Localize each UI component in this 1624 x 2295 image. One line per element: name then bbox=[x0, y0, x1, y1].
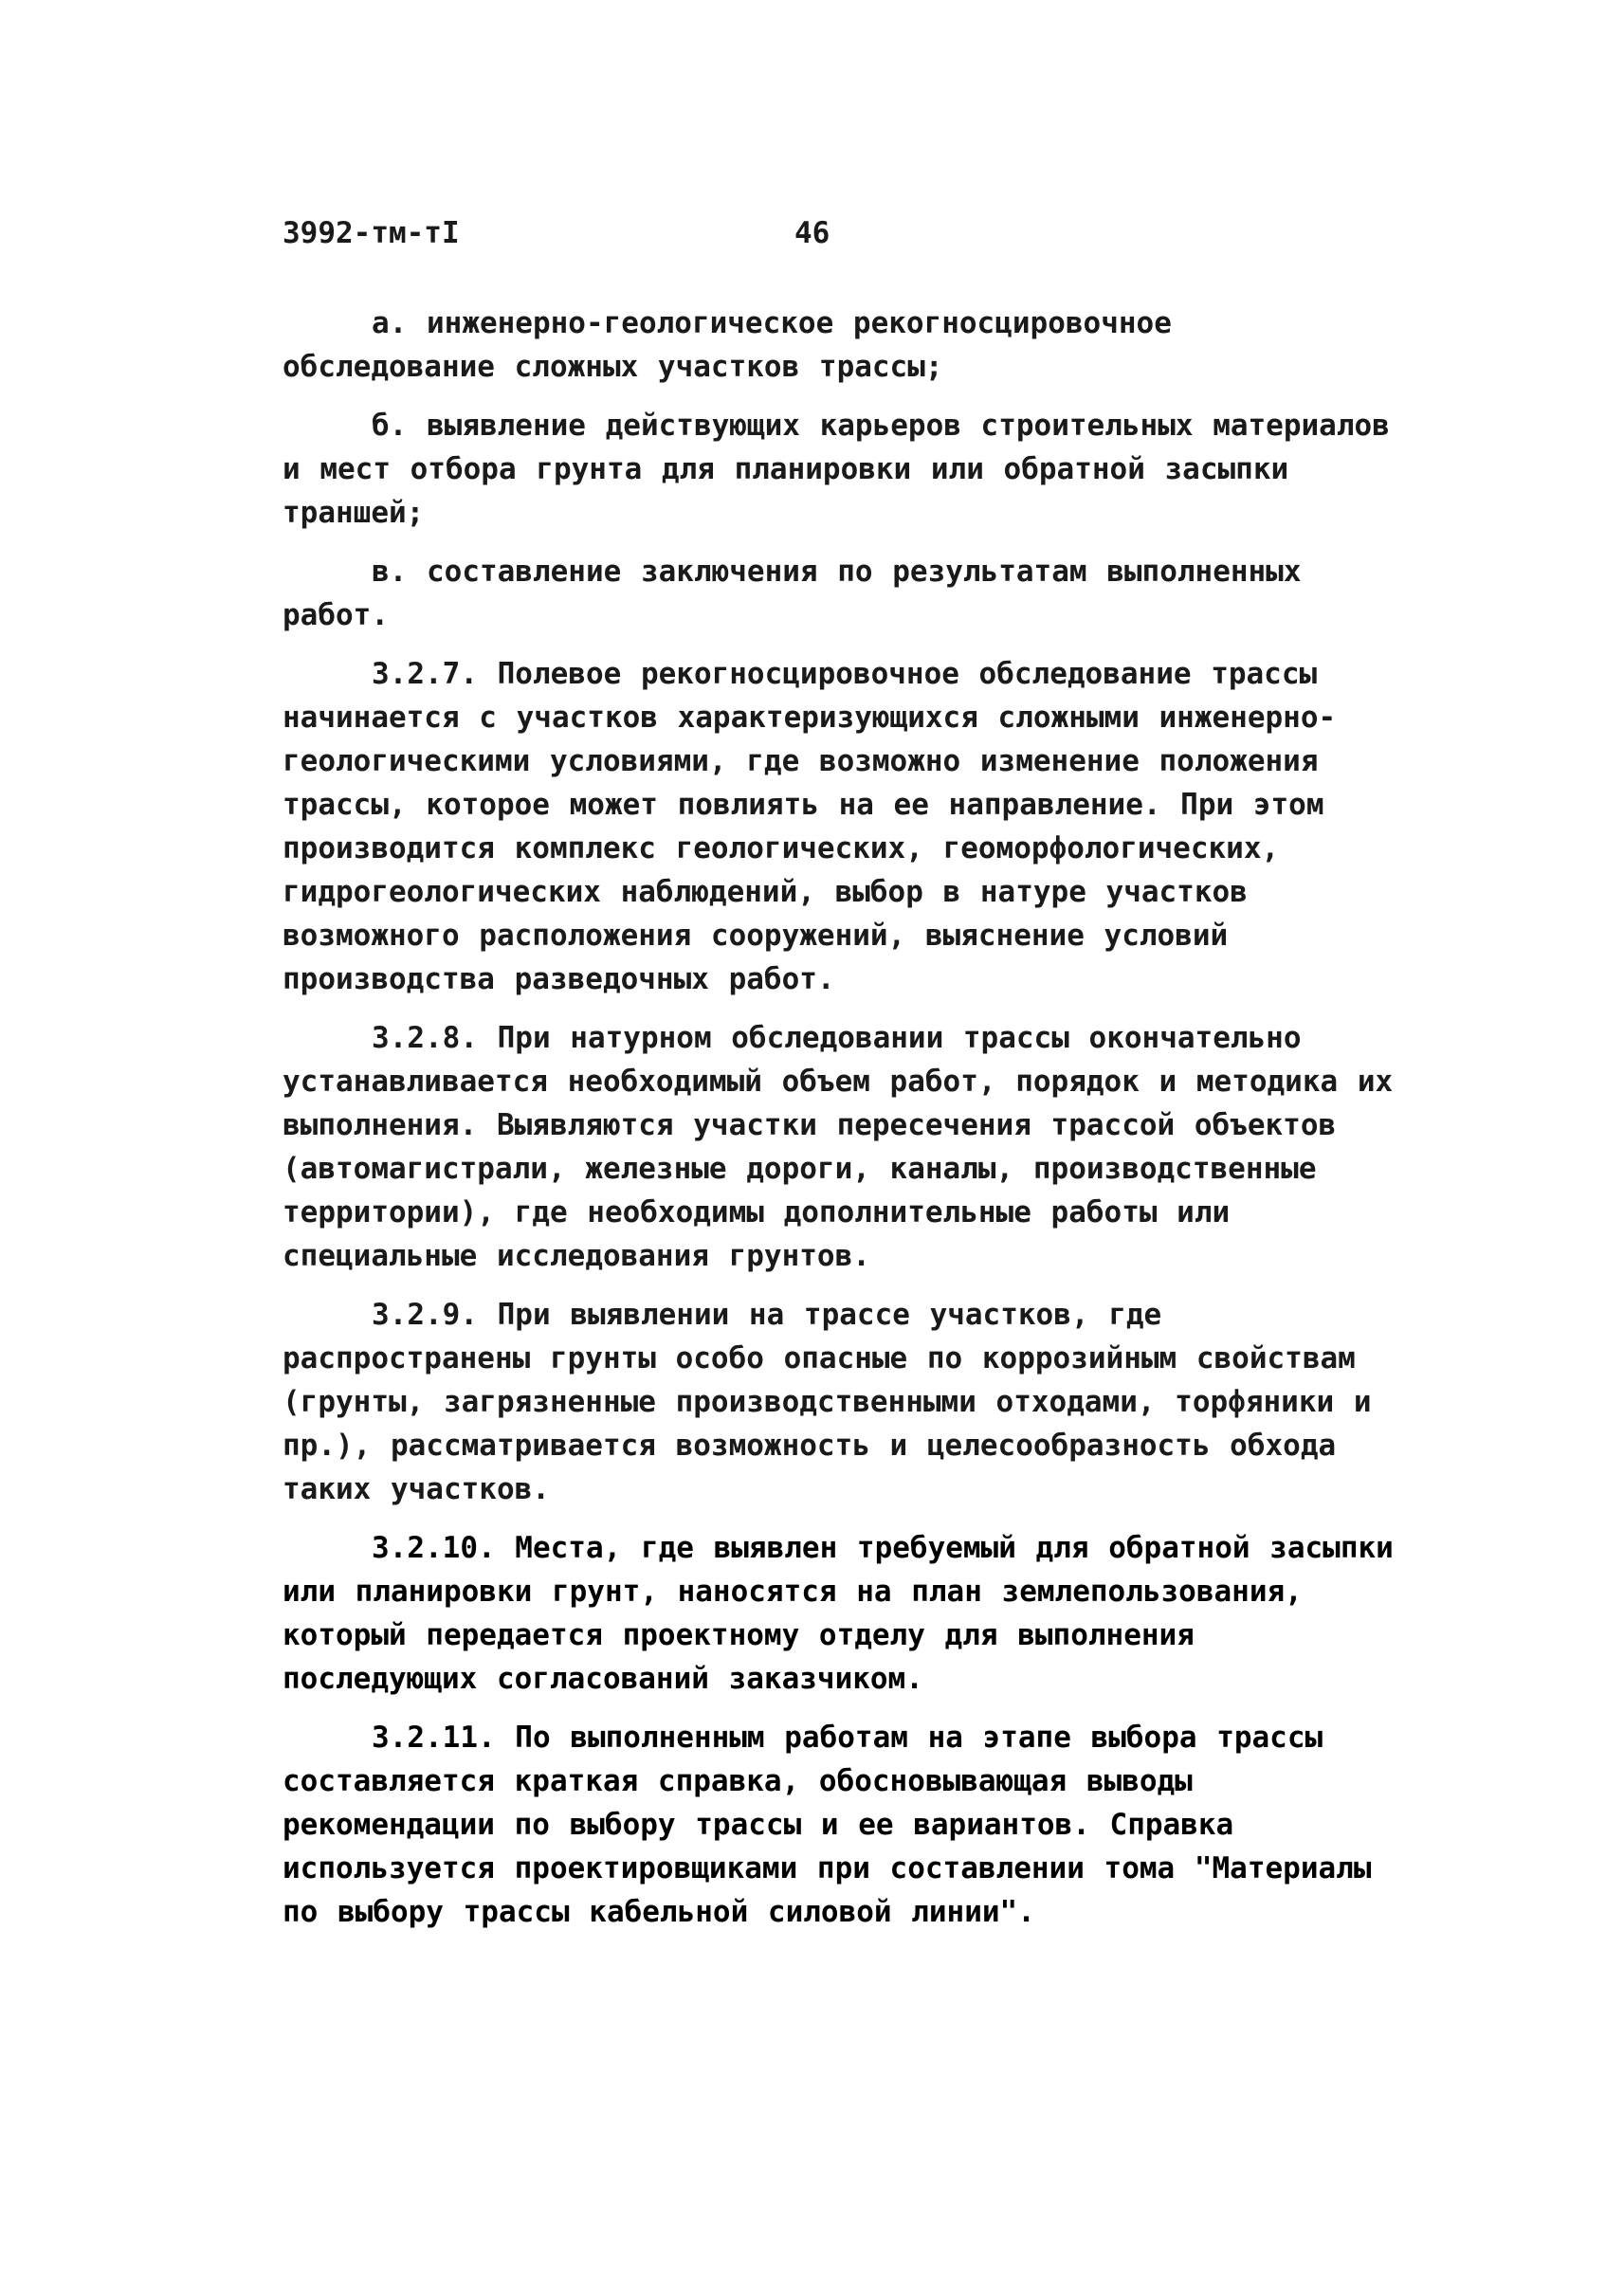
paragraph-3-2-8: 3.2.8. При натурном обследовании трассы окончательно устанавливается необходимый объем работ, порядок и методика их выполнения. Выявляются участки пересечения трассой объектов (автомагистрали, железные дороги, каналы, производственные территории), где необходимы дополнительные работы или специальные исследования грунтов. bbox=[283, 1021, 1394, 1273]
paragraph-item-a: а. инженерно-геологическое рекогносцировочное обследование сложных участков трассы; bbox=[283, 306, 1172, 384]
paragraph-item-b: б. выявление действующих карьеров строительных материалов и мест отбора грунта для планировки или обратной засыпки траншей; bbox=[283, 409, 1390, 530]
paragraph-item-v: в. составление заключения по результатам выполненных работ. bbox=[283, 555, 1302, 632]
document-code: 3992-тм-тI bbox=[283, 216, 460, 250]
paragraph-3-2-7: 3.2.7. Полевое рекогносцировочное обследование трассы начинается с участков характеризующихся сложными инженерно-геологическими условиями, где возможно изменение положения трассы, которое может повлиять на ее направление. При этом производится комплекс геологических, геоморфологических, гидрогеологических наблюдений, выбор в натуре участков возможного расположения сооружений, выяснение условий производства разведочных работ. bbox=[283, 657, 1337, 996]
page-header bbox=[283, 216, 1420, 254]
document-body bbox=[283, 301, 1401, 1949]
page-number: 46 bbox=[794, 216, 830, 250]
paragraph-3-2-10: 3.2.10. Места, где выявлен требуемый для обратной засыпки или планировки грунт, наносятся на план землепользования, который передается проектному отделу для выполнения последующих согласований заказчиком. bbox=[283, 1531, 1394, 1696]
paragraph-3-2-9: 3.2.9. При выявлении на трассе участков, где распространены грунты особо опасные по коррозийным свойствам (грунты, загрязненные производственными отходами, торфяники и пр.), рассматривается возможность и целесообразность обхода таких участков. bbox=[283, 1298, 1372, 1506]
paragraph-3-2-11: 3.2.11. По выполненным работам на этапе выбора трассы составляется краткая справка, обосновывающая выводы рекомендации по выбору трассы и ее вариантов. Справка используется проектировщиками при составлении тома "Материалы по выбору трассы кабельной силовой линии". bbox=[283, 1721, 1372, 1929]
